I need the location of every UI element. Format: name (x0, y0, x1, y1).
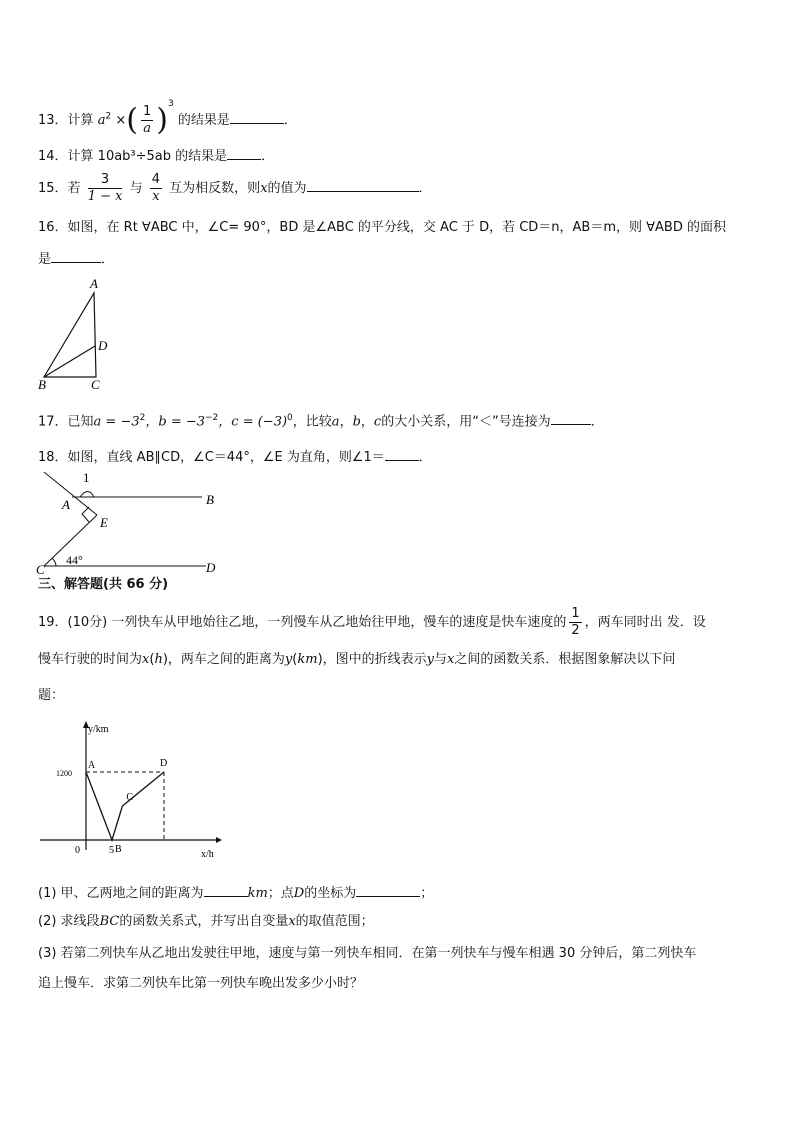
question-18 (38, 446, 432, 468)
point-label-a: A (88, 760, 96, 771)
q19-half-num: 1 (571, 606, 580, 621)
q19-p1-post: 的坐标为 (304, 886, 357, 901)
question-13 (38, 94, 297, 137)
q13-answer-blank[interactable] (230, 109, 284, 124)
q19-p1-blank-1[interactable] (204, 882, 248, 897)
question-15 (38, 172, 432, 205)
q19-line1-pre: 19．(10分) 一列快车从甲地始往乙地，一列慢车从乙地始往甲地，慢车的速度是快车速度的 (38, 615, 567, 630)
q19-var-y: y (284, 652, 293, 667)
q17-prefix: 17．已知 (38, 414, 94, 430)
q15-f1-den: 1 − x (87, 189, 123, 204)
q19-half-fraction (569, 606, 581, 639)
q15-f2-num: 4 (151, 172, 161, 187)
question-14 (38, 145, 274, 167)
q19-part-3-line-1 (38, 944, 696, 964)
label-a: A (62, 497, 70, 512)
q19-var-x2: x (447, 652, 455, 667)
q19-line3: 题： (38, 688, 65, 703)
label-e: E (100, 515, 108, 530)
label-44: 44° (66, 553, 83, 567)
q13-fraction (141, 104, 153, 137)
q19-line2-d: 与 (434, 652, 448, 667)
q15-f2-den: x (152, 189, 160, 204)
q17-end: ． (590, 414, 604, 430)
q17-var-c: c (373, 414, 382, 430)
q19-unit-h: h (154, 652, 163, 667)
q15-answer-blank[interactable] (307, 177, 419, 192)
q15-number: 15．若 (38, 181, 81, 196)
y-axis-label: y/km (88, 724, 109, 735)
label-b: B (206, 492, 214, 507)
q19-p2-pre: (2) 求线段 (38, 914, 100, 929)
section-3-title (38, 575, 168, 595)
q19-line2-b: ，两车之间的距离为 (167, 652, 285, 667)
q16-line2-prefix: 是 (38, 252, 52, 267)
q15-and: 与 (129, 181, 143, 196)
q14-text: 14．计算 10ab³÷5ab 的结果是 (38, 149, 228, 164)
q15-f1-num: 3 (88, 172, 123, 189)
q17-b-exp: −2 (205, 413, 219, 423)
question-19-line-1 (38, 606, 706, 639)
q19-p1-pre: (1) 甲、乙两地之间的距离为 (38, 886, 204, 901)
q19-line2-a: 慢车行驶的时间为 (38, 652, 143, 667)
section-3-title-text: 三、解答题(共 66 分) (38, 577, 169, 592)
right-paren: ) (156, 102, 168, 138)
q13-frac-den: a (143, 121, 151, 136)
label-b: B (38, 377, 46, 392)
q19-part-3-line-2 (38, 974, 363, 994)
q13-end: ． (283, 113, 297, 128)
left-paren: ( (126, 102, 138, 138)
q19-p1-blank-2[interactable] (356, 882, 420, 897)
angle-44-arc (52, 558, 56, 566)
q19-p1-mid: ；点 (267, 886, 294, 901)
q13-suffix: 的结果是 (177, 113, 230, 128)
q17-post: ，比较 (292, 414, 332, 430)
q19-unit-km: km (297, 652, 318, 667)
q19-p3-line1: (3) 若第二列快车从乙地出发驶往甲地，速度与第一列快车相同．在第一列快车与慢车相遇 30 分钟后，第二列快车 (38, 946, 697, 961)
q17-b-def: ，b = −3 (145, 414, 206, 430)
q19-distance-time-chart (38, 718, 228, 866)
q13-var-a: a (97, 113, 106, 128)
figure-18-parallel-lines (30, 466, 230, 576)
q13-exp-2: 2 (105, 111, 112, 122)
q17-tail: 的大小关系，用“＜”号连接为 (381, 414, 551, 430)
q18-answer-blank[interactable] (385, 446, 419, 461)
q14-end: ． (261, 149, 275, 164)
q13-times: × (115, 113, 127, 128)
label-d: D (98, 338, 108, 353)
q19-p2-bc: BC (99, 914, 120, 929)
label-1: 1 (83, 470, 90, 485)
q17-var-b: b (352, 414, 361, 430)
q19-part-1 (38, 882, 433, 904)
bisector-bd (44, 346, 95, 377)
label-c: C (36, 562, 45, 576)
point-label-b: B (115, 844, 122, 855)
q13-prefix: 计算 (67, 113, 94, 128)
right-angle-mark (82, 507, 89, 522)
question-19-line-2: 慢车行驶的时间为x(h)，两车之间的距离为y(km)，图中的折线表示y与x之间的函数关系．根据图象解决以下问 (38, 652, 676, 667)
q19-p1-end: ； (420, 886, 434, 901)
q14-answer-blank[interactable] (227, 145, 261, 160)
q19-p3-line2: 追上慢车．求第二列快车比第一列快车晚出发多少小时？ (38, 976, 364, 991)
q19-p1-km: km (247, 886, 268, 901)
q15-mid: 互为相反数，则 (169, 181, 261, 196)
q17-answer-blank[interactable] (551, 410, 591, 425)
q19-p2-x: x (288, 914, 296, 929)
question-17: 17．已知$a = -3^2$，$b = -3^{-2}$，$c = (-3)^0$，比较a，b，c的大小关系，用“＜”号连接为 ． (38, 408, 604, 432)
point-label-c: C (126, 792, 134, 803)
question-19-line-3 (38, 686, 64, 706)
q17-a-def: a = −3 (93, 414, 140, 430)
q13-frac-num: 1 (142, 104, 152, 119)
q19-line2-e: 之间的函数关系．根据图象解决以下问 (454, 652, 676, 667)
point-label-d: D (160, 758, 168, 769)
origin-label: 0 (75, 845, 80, 856)
angle-1-arc (80, 492, 94, 498)
label-a: A (90, 276, 98, 291)
q16-answer-blank[interactable] (51, 248, 101, 263)
question-16-line-1 (38, 218, 726, 238)
q19-half-den: 2 (571, 623, 580, 638)
triangle-abc (44, 293, 96, 377)
x-tick-label: 5 (109, 845, 114, 856)
q15-end: ． (418, 181, 432, 196)
q19-p2-mid: 的函数关系式，并写出自变量 (119, 914, 289, 929)
q15-var-x: x (260, 181, 268, 196)
series-line (86, 772, 164, 840)
q19-var-y2: y (426, 652, 435, 667)
x-axis-label: x/h (201, 849, 214, 860)
q19-line1-post: ，两车同时出 发．设 (584, 615, 706, 630)
q19-p1-D: D (293, 886, 305, 901)
x-axis-arrow (216, 837, 222, 843)
q19-line2-c: ，图中的折线表示 (322, 652, 427, 667)
q19-p2-post: 的取值范围； (295, 914, 374, 929)
q15-post: 的值为 (267, 181, 307, 196)
label-c: C (91, 377, 100, 392)
q18-end: ． (418, 450, 432, 465)
q17-var-a: a (331, 414, 340, 430)
question-16-line-2 (38, 248, 114, 270)
figure-16-triangle (34, 276, 124, 394)
q15-fraction-2 (150, 172, 162, 205)
y-tick-label: 1200 (56, 769, 72, 778)
q13-number: 13． (38, 113, 68, 128)
q15-fraction-1 (88, 172, 123, 205)
q19-part-2 (38, 912, 374, 932)
label-d: D (206, 560, 216, 575)
q17-c-exp: 0 (287, 413, 293, 423)
q17-c-def: ，c = (−3) (218, 414, 288, 430)
q16-text: 16．如图，在 Rt ∀ABC 中，∠C= 90°，BD 是∠ABC 的平分线，交 AC 于 D，若 CD＝n，AB＝m，则 ∀ABD 的面积 (38, 220, 726, 235)
q19-var-x: x (142, 652, 150, 667)
q17-a-exp: 2 (139, 413, 146, 423)
q16-end: ． (101, 252, 115, 267)
q18-text: 18．如图，直线 AB∥CD，∠C＝44°，∠E 为直角，则∠1＝ (38, 450, 385, 465)
q13-exp-3: 3 (167, 99, 174, 109)
